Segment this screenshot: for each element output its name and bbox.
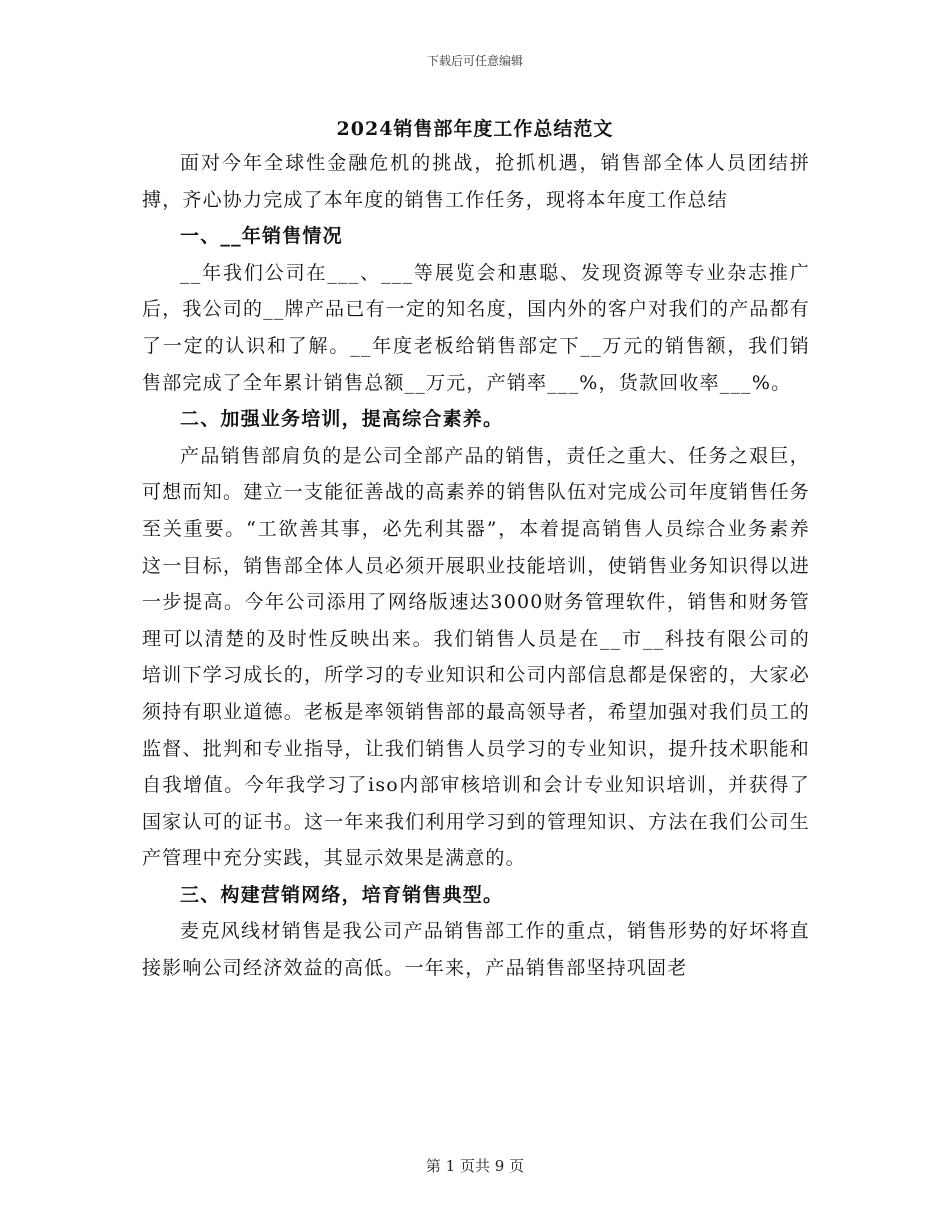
section-2-paragraph: 产品销售部肩负的是公司全部产品的销售，责任之重大、任务之艰巨，可想而知。建立一支能征善战的高素养的销售队伍对完成公司年度销售任务至关重要。“工欲善其事，必先利其器”，本着提高销售人员综合业务素养这一目标，销售部全体人员必须开展职业技能培训，使销售业务知识得以进一步提高。今年公司添用了网络版速达3000财务管理软件，销售和财务管理可以清楚的及时性反映出来。我们销售人员是在__市__科技有限公司的培训下学习成长的，所学习的专业知识和公司内部信息都是保密的，大家必须持有职业道德。老板是率领销售部的最高领导者，希望加强对我们员工的监督、批判和专业指导，让我们销售人员学习的专业知识，提升技术职能和自我增值。今年我学习了iso内部审核培训和会计专业知识培训，并获得了国家认可的证书。这一年来我们利用学习到的管理知识、方法在我们公司生产管理中充分实践，其显示效果是满意的。 — [142, 444, 810, 870]
document-title: 2024销售部年度工作总结范文 — [336, 118, 614, 140]
section-1-paragraph: __年我们公司在___、___等展览会和惠聪、发现资源等专业杂志推广后，我公司的__牌产品已有一定的知名度，国内外的客户对我们的产品都有了一定的认识和了解。__年度老板给销售部定下__万元的销售额，我们销售部完成了全年累计销售总额__万元，产销率___%，货款回收率___%。 — [142, 261, 810, 394]
section-3-paragraph: 麦克风线材销售是我公司产品销售部工作的重点，销售形势的好坏将直接影响公司经济效益的高低。一年来，产品销售部坚持巩固老 — [142, 920, 810, 980]
page-number: 第 1 页共 9 页 — [425, 1157, 525, 1175]
page-header-note: 下载后可任意编辑 — [426, 54, 523, 68]
section-heading-1: 一、__年销售情况 — [180, 225, 343, 248]
section-heading-3: 三、构建营销网络，培育销售典型。 — [180, 883, 504, 906]
document-body — [142, 145, 810, 987]
section-heading-2: 二、加强业务培训，提高综合素养。 — [180, 408, 504, 431]
intro-paragraph: 面对今年全球性金融危机的挑战，抢抓机遇，销售部全体人员团结拼搏，齐心协力完成了本年度的销售工作任务，现将本年度工作总结 — [142, 152, 810, 211]
